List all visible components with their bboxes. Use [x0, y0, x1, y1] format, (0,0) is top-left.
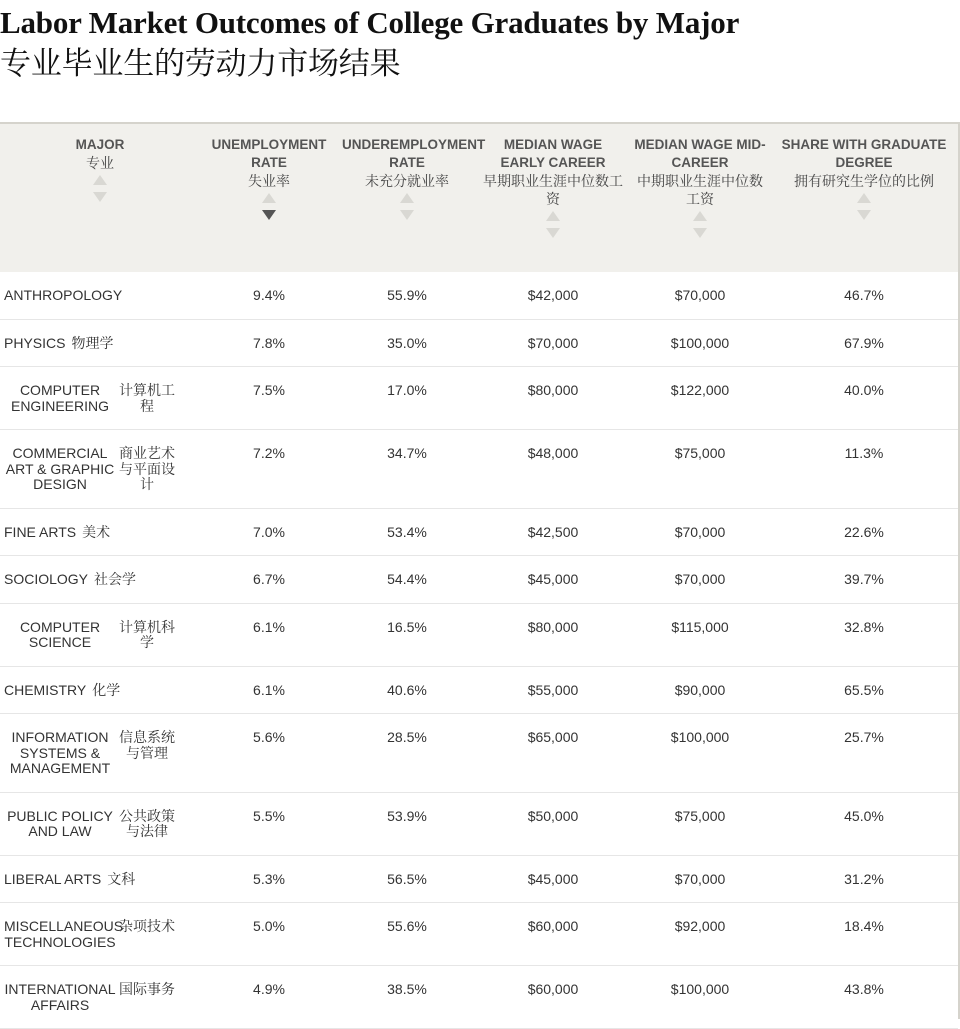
column-header-label: UNEMPLOYMENT RATE: [211, 137, 327, 170]
sort-descending-icon[interactable]: [400, 210, 414, 220]
column-header-label: UNDEREMPLOYMENT RATE: [342, 137, 486, 170]
major-name-zh: 杂项技术: [119, 918, 175, 934]
median-wage-mid-cell: $70,000: [630, 556, 770, 604]
major-name-zh: 社会学: [94, 571, 137, 587]
median-wage-mid-cell: $75,000: [630, 430, 770, 509]
column-header-label: MEDIAN WAGE MID-CAREER: [634, 137, 766, 170]
sort-control[interactable]: [546, 211, 560, 238]
sort-ascending-icon[interactable]: [546, 211, 560, 221]
major-cell: [0, 666, 200, 714]
median-wage-mid-cell: $92,000: [630, 903, 770, 966]
major-wrap: [4, 872, 196, 888]
major-wrap: [4, 683, 196, 699]
major-name: COMPUTER SCIENCE: [19, 618, 101, 650]
major-name-zh: 化学: [92, 681, 121, 698]
median-wage-early-cell: $80,000: [476, 603, 630, 666]
major-wrap: [4, 572, 196, 588]
column-header-unemployment-rate[interactable]: [200, 123, 338, 272]
graduate-degree-share-cell: 40.0%: [770, 367, 958, 430]
underemployment-rate-cell: 55.9%: [338, 272, 476, 319]
median-wage-early-cell: $45,000: [476, 556, 630, 604]
median-wage-early-cell: $55,000: [476, 666, 630, 714]
page-subtitle: 专业毕业生的劳动力市场结果: [0, 46, 401, 81]
major-name-zh: 信息系统与管理: [119, 729, 175, 761]
unemployment-rate-cell: 6.1%: [200, 666, 338, 714]
column-header-label-zh: 中期职业生涯中位数工资: [637, 173, 763, 207]
column-header-major[interactable]: [0, 123, 200, 272]
sort-descending-icon[interactable]: [693, 228, 707, 238]
column-header-label-zh: 未充分就业率: [365, 173, 449, 189]
unemployment-rate-cell: 7.0%: [200, 508, 338, 556]
major-name-zh: 国际事务: [119, 981, 175, 997]
table-body: [0, 272, 958, 1029]
graduate-degree-share-cell: 22.6%: [770, 508, 958, 556]
column-header-label-zh: 失业率: [248, 173, 290, 189]
table-row: [0, 367, 958, 430]
major-name-zh: 商业艺术与平面设计: [119, 445, 175, 492]
major-wrap: [4, 919, 196, 950]
major-name-zh: 物理学: [71, 334, 114, 351]
major-wrap: [4, 525, 196, 541]
sort-control[interactable]: [400, 193, 414, 220]
column-header-underemployment-rate[interactable]: [338, 123, 486, 272]
median-wage-early-cell: $48,000: [476, 430, 630, 509]
major-cell: [0, 855, 200, 903]
graduate-degree-share-cell: 25.7%: [770, 714, 958, 793]
graduate-degree-share-cell: 65.5%: [770, 666, 958, 714]
median-wage-early-cell: $60,000: [476, 903, 630, 966]
sort-control[interactable]: [857, 193, 871, 220]
major-cell: [0, 903, 200, 966]
median-wage-early-cell: $80,000: [476, 367, 630, 430]
underemployment-rate-cell: 35.0%: [338, 319, 476, 367]
major-name: PHYSICS: [4, 334, 66, 351]
underemployment-rate-cell: 38.5%: [338, 966, 476, 1029]
table-row: [0, 508, 958, 556]
median-wage-mid-cell: $100,000: [630, 966, 770, 1029]
underemployment-rate-cell: 28.5%: [338, 714, 476, 793]
page-title: Labor Market Outcomes of College Graduates by Major: [0, 5, 740, 40]
graduate-degree-share-cell: 43.8%: [770, 966, 958, 1029]
median-wage-mid-cell: $75,000: [630, 792, 770, 855]
major-cell: [0, 319, 200, 367]
major-name-zh: 公共政策与法律: [119, 807, 175, 839]
unemployment-rate-cell: 6.7%: [200, 556, 338, 604]
sort-control[interactable]: [693, 211, 707, 238]
column-header-label-zh: 专业: [86, 155, 114, 171]
underemployment-rate-cell: 40.6%: [338, 666, 476, 714]
title-block: [0, 0, 960, 122]
table-row: [0, 714, 958, 793]
major-cell: [0, 714, 200, 793]
sort-control[interactable]: [93, 175, 107, 202]
unemployment-rate-cell: 5.5%: [200, 792, 338, 855]
graduate-degree-share-cell: 67.9%: [770, 319, 958, 367]
major-wrap: [4, 383, 196, 414]
major-name: ANTHROPOLOGY: [4, 287, 123, 303]
major-cell: [0, 272, 200, 319]
median-wage-early-cell: $65,000: [476, 714, 630, 793]
median-wage-mid-cell: $70,000: [630, 272, 770, 319]
unemployment-rate-cell: 5.0%: [200, 903, 338, 966]
graduate-degree-share-cell: 31.2%: [770, 855, 958, 903]
column-header-label: MEDIAN WAGE EARLY CAREER: [500, 137, 606, 170]
major-wrap: [4, 620, 196, 651]
median-wage-mid-cell: $115,000: [630, 603, 770, 666]
sort-ascending-icon[interactable]: [400, 193, 414, 203]
major-wrap: [4, 982, 196, 1013]
table-row: [0, 855, 958, 903]
column-header-label: SHARE WITH GRADUATE DEGREE: [781, 137, 947, 170]
underemployment-rate-cell: 34.7%: [338, 430, 476, 509]
median-wage-mid-cell: $70,000: [630, 855, 770, 903]
underemployment-rate-cell: 17.0%: [338, 367, 476, 430]
median-wage-early-cell: $70,000: [476, 319, 630, 367]
graduate-degree-share-cell: 39.7%: [770, 556, 958, 604]
major-name: FINE ARTS: [4, 523, 77, 540]
graduate-degree-share-cell: 46.7%: [770, 272, 958, 319]
median-wage-mid-cell: $70,000: [630, 508, 770, 556]
table-row: [0, 272, 958, 319]
table-header-row: [0, 123, 958, 272]
major-wrap: [4, 730, 196, 777]
major-name: MISCELLANEOUS TECHNOLOGIES: [4, 918, 124, 950]
sort-descending-icon[interactable]: [93, 192, 107, 202]
major-name: CHEMISTRY: [4, 681, 87, 698]
sort-ascending-icon[interactable]: [693, 211, 707, 221]
major-cell: [0, 430, 200, 509]
major-cell: [0, 556, 200, 604]
unemployment-rate-cell: 6.1%: [200, 603, 338, 666]
major-name-zh: 计算机工程: [119, 382, 175, 414]
column-header-median-wage-mid-career[interactable]: [630, 123, 770, 272]
table-row: [0, 603, 958, 666]
table-row: [0, 430, 958, 509]
sort-ascending-icon[interactable]: [262, 193, 276, 203]
major-name-zh: 美术: [82, 523, 111, 540]
median-wage-early-cell: $42,000: [476, 272, 630, 319]
sort-control[interactable]: [262, 193, 276, 220]
major-name: INFORMATION SYSTEMS & MANAGEMENT: [9, 729, 111, 776]
table-row: [0, 792, 958, 855]
median-wage-early-cell: $45,000: [476, 855, 630, 903]
major-name: LIBERAL ARTS: [4, 870, 102, 887]
column-header-median-wage-early-career[interactable]: [476, 123, 630, 272]
major-name-zh: 计算机科学: [119, 618, 175, 650]
major-name: COMPUTER ENGINEERING: [10, 382, 109, 414]
major-name: COMMERCIAL ART & GRAPHIC DESIGN: [5, 445, 115, 492]
median-wage-mid-cell: $100,000: [630, 319, 770, 367]
sort-descending-icon[interactable]: [546, 228, 560, 238]
sort-ascending-icon[interactable]: [857, 193, 871, 203]
major-cell: [0, 508, 200, 556]
unemployment-rate-cell: 7.8%: [200, 319, 338, 367]
major-wrap: [4, 809, 196, 840]
graduate-degree-share-cell: 11.3%: [770, 430, 958, 509]
graduate-degree-share-cell: 18.4%: [770, 903, 958, 966]
major-cell: [0, 792, 200, 855]
major-cell: [0, 367, 200, 430]
underemployment-rate-cell: 55.6%: [338, 903, 476, 966]
major-cell: [0, 966, 200, 1029]
underemployment-rate-cell: 54.4%: [338, 556, 476, 604]
unemployment-rate-cell: 9.4%: [200, 272, 338, 319]
column-header-label: MAJOR: [75, 137, 125, 152]
underemployment-rate-cell: 56.5%: [338, 855, 476, 903]
major-name: PUBLIC POLICY AND LAW: [7, 807, 113, 839]
underemployment-rate-cell: 53.4%: [338, 508, 476, 556]
column-header-label-zh: 拥有研究生学位的比例: [794, 173, 934, 189]
table-row: [0, 966, 958, 1029]
graduate-degree-share-cell: 32.8%: [770, 603, 958, 666]
table-row: [0, 903, 958, 966]
major-wrap: [4, 288, 196, 304]
median-wage-mid-cell: $100,000: [630, 714, 770, 793]
column-header-label-zh: 早期职业生涯中位数工资: [483, 173, 623, 207]
table-row: [0, 556, 958, 604]
major-name: SOCIOLOGY: [4, 571, 89, 587]
major-name: INTERNATIONAL AFFAIRS: [4, 981, 116, 1013]
data-table: [0, 122, 958, 1029]
unemployment-rate-cell: 7.5%: [200, 367, 338, 430]
graduate-degree-share-cell: 45.0%: [770, 792, 958, 855]
median-wage-early-cell: $42,500: [476, 508, 630, 556]
unemployment-rate-cell: 7.2%: [200, 430, 338, 509]
sort-ascending-icon[interactable]: [93, 175, 107, 185]
underemployment-rate-cell: 53.9%: [338, 792, 476, 855]
median-wage-early-cell: $60,000: [476, 966, 630, 1029]
unemployment-rate-cell: 5.6%: [200, 714, 338, 793]
unemployment-rate-cell: 5.3%: [200, 855, 338, 903]
major-wrap: [4, 446, 196, 493]
major-name-zh: 文科: [107, 870, 136, 887]
sort-descending-icon[interactable]: [857, 210, 871, 220]
major-cell: [0, 603, 200, 666]
underemployment-rate-cell: 16.5%: [338, 603, 476, 666]
median-wage-mid-cell: $90,000: [630, 666, 770, 714]
table-row: [0, 319, 958, 367]
column-header-share-with-graduate-degree[interactable]: [770, 123, 958, 272]
sort-descending-icon[interactable]: [262, 210, 276, 220]
median-wage-early-cell: $50,000: [476, 792, 630, 855]
major-wrap: [4, 336, 196, 352]
table-row: [0, 666, 958, 714]
unemployment-rate-cell: 4.9%: [200, 966, 338, 1029]
median-wage-mid-cell: $122,000: [630, 367, 770, 430]
